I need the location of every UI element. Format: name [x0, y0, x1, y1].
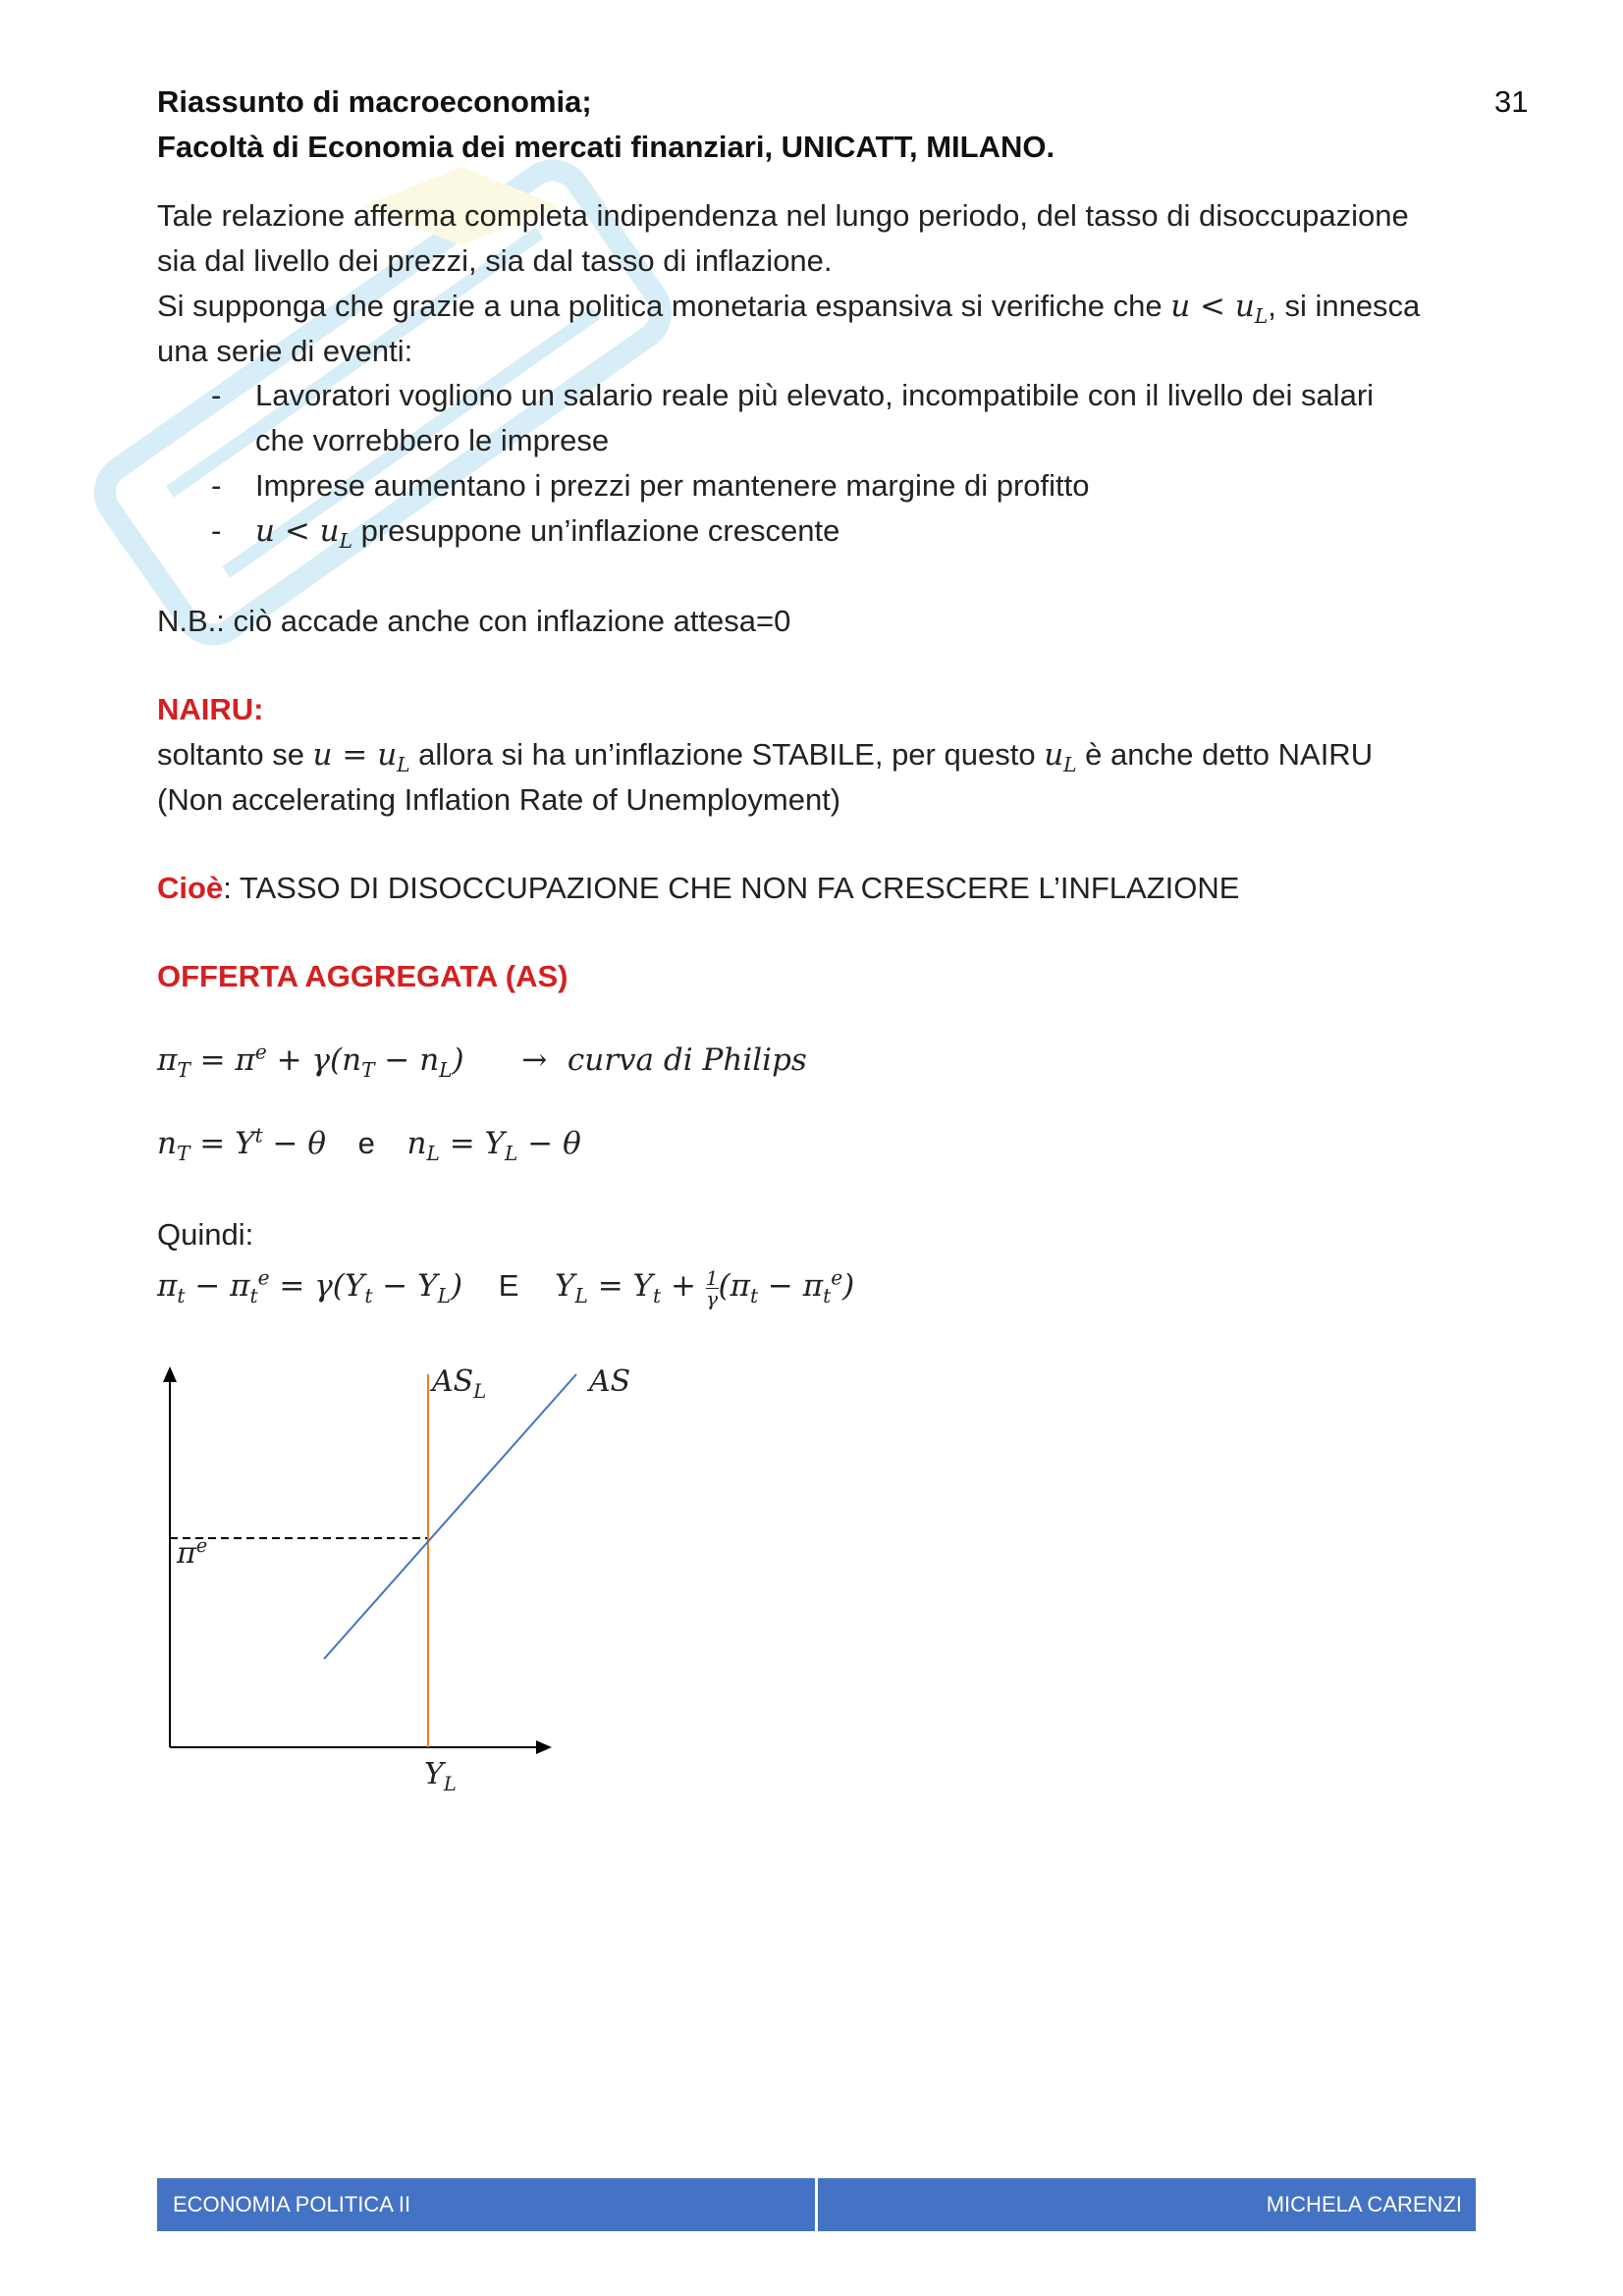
intro-line-3-text: Si supponga che grazie a una politica monetaria espansiva si verifiche che: [157, 289, 1171, 323]
page-number: 31: [1494, 84, 1529, 119]
offerta-title: OFFERTA AGGREGATA (AS): [157, 959, 568, 993]
formula-u-lt-ul-2: $u < u_L$: [255, 513, 352, 554]
conj-e: e: [357, 1126, 375, 1161]
quindi-label: Quindi:: [157, 1217, 254, 1252]
intro-line-2: sia dal livello dei prezzi, sia dal tasso di inflazione.: [157, 243, 833, 278]
formula-u-lt-ul: $u < u_L$: [1170, 289, 1269, 329]
formula-pi-yl: $\pi_t - \pi_t^e = \gamma(Y_t - Y_L)$ E $Y_L = Y_t$ + $\frac{1}{\gamma}$ $(\pi_t - \pi_t^e)$: [157, 1265, 855, 1310]
as-graph: [147, 1355, 589, 1806]
label-pi-e: $\pi^e$: [177, 1534, 208, 1571]
header-title: Riassunto di macroeconomia;: [157, 84, 592, 119]
footer-author: MICHELA CARENZI: [818, 2178, 1476, 2231]
nairu-text-a: soltanto se: [157, 737, 313, 772]
formula-ul: $u_L$: [1044, 737, 1077, 777]
curve-label: curva di Philips: [567, 1042, 807, 1079]
bullet-3: [255, 508, 839, 563]
intro-line-1: Tale relazione afferma completa indipendenza nel lungo periodo, del tasso di disoccupazione: [157, 198, 1409, 233]
intro-line-4: una serie di eventi:: [157, 334, 413, 368]
nairu-text-b: allora si ha un’inflazione STABILE, per questo: [409, 737, 1045, 772]
y-axis-arrow: [163, 1366, 177, 1382]
nairu-title: NAIRU:: [157, 692, 264, 726]
formula-nt-nl: $n_T = Y^t - \theta$ e $n_L = Y_L - \theta$: [157, 1124, 581, 1166]
nairu-text-c: è anche detto NAIRU: [1076, 737, 1374, 772]
bullet-dash-2: -: [211, 468, 222, 503]
nb-note: N.B.: ciò accade anche con inflazione attesa=0: [157, 604, 791, 638]
label-as: AS: [589, 1364, 631, 1399]
bullet-1-line-1: Lavoratori vogliono un salario reale più elevato, incompatibile con il livello dei salari: [255, 378, 1375, 412]
formula-u-eq-ul: $u = u_L$: [312, 737, 410, 777]
formula-philips: $\pi_T = \pi^e + \gamma(n_T - n_L)$ → curva di Philips: [157, 1041, 807, 1083]
x-axis-arrow: [536, 1740, 552, 1754]
footer-course: ECONOMIA POLITICA II: [157, 2178, 815, 2231]
header-subtitle: Facoltà di Economia dei mercati finanziari, UNICATT, MILANO.: [157, 130, 1055, 164]
cioe-label: Cioè: [157, 871, 224, 905]
bullet-2: Imprese aumentano i prezzi per mantenere margine di profitto: [255, 468, 1090, 503]
intro-line-3-end: , si innesca: [1268, 289, 1421, 323]
bullet-dash-3: -: [211, 513, 222, 548]
label-yl: $Y_L$: [424, 1757, 457, 1795]
bullet-3-text: presuppone un’inflazione crescente: [352, 513, 840, 548]
cioe-text: : TASSO DI DISOCCUPAZIONE CHE NON FA CRESCERE L’INFLAZIONE: [223, 871, 1240, 905]
as-line: [324, 1374, 576, 1659]
label-asl: $AS_L$: [432, 1364, 487, 1403]
bullet-1-line-2: che vorrebbero le imprese: [255, 423, 610, 457]
cioe-line: [157, 866, 1239, 910]
nairu-line-2: (Non accelerating Inflation Rate of Unemployment): [157, 782, 841, 817]
conj-E: E: [498, 1268, 519, 1304]
bullet-dash-1: -: [211, 378, 222, 412]
